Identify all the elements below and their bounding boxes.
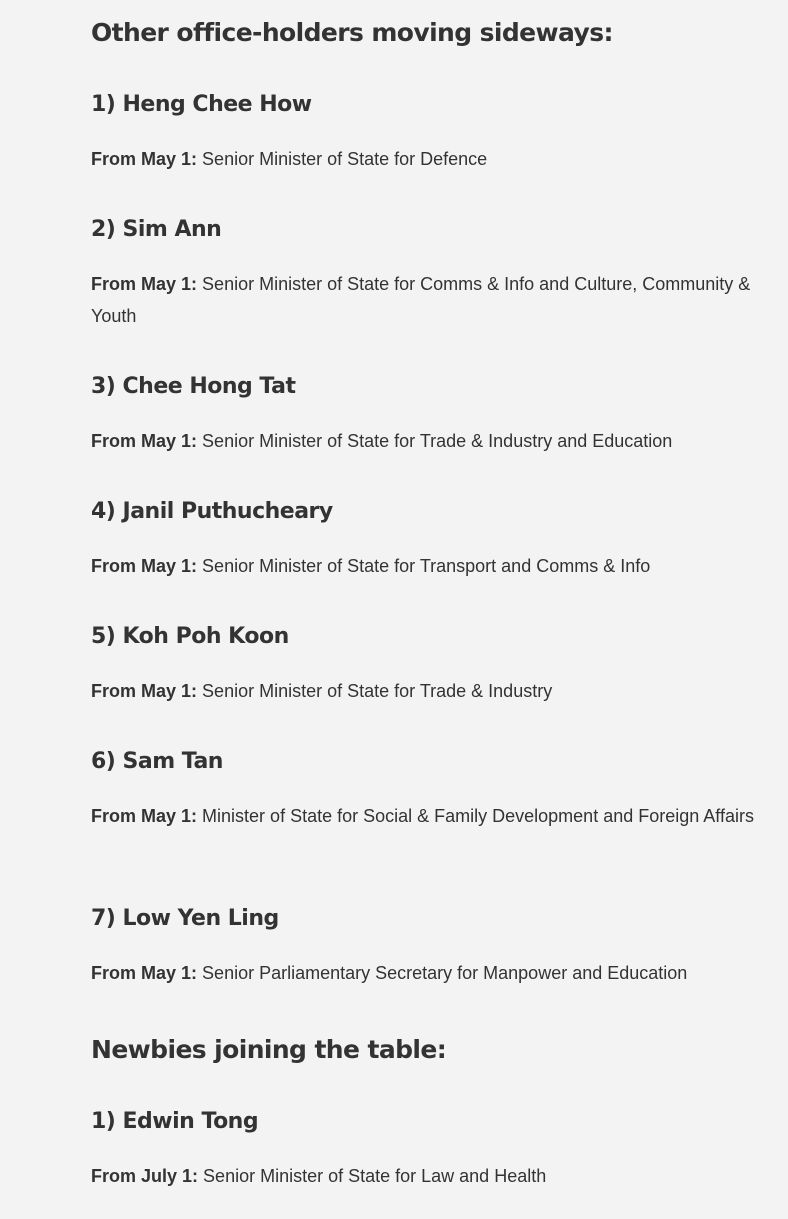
section-title-newbies: Newbies joining the table: — [91, 1035, 447, 1064]
role-line — [91, 957, 761, 989]
person-name: 3) Chee Hong Tat — [91, 374, 296, 399]
role-date-label: From May 1: — [91, 274, 198, 294]
role-date-label: From May 1: — [91, 149, 198, 169]
role-text: Senior Minister of State for Trade & Industry and Education — [202, 431, 673, 451]
person-name: 1) Edwin Tong — [91, 1109, 259, 1134]
person-name: 2) Sim Ann — [91, 217, 222, 242]
role-text: Minister of State for Social & Family Development and Foreign Affairs — [202, 806, 754, 826]
role-line — [91, 425, 761, 457]
role-date-label: From May 1: — [91, 681, 198, 701]
role-text: Senior Minister of State for Comms & Info and Culture, Community & Youth — [91, 274, 751, 326]
role-line — [91, 1160, 761, 1192]
role-text: Senior Minister of State for Trade & Industry — [202, 681, 553, 701]
person-name: 4) Janil Puthucheary — [91, 499, 333, 524]
person-name: 7) Low Yen Ling — [91, 906, 279, 931]
role-date-label: From May 1: — [91, 963, 198, 983]
role-line — [91, 143, 761, 175]
role-text: Senior Minister of State for Law and Health — [203, 1166, 547, 1186]
role-text: Senior Minister of State for Transport and Comms & Info — [202, 556, 651, 576]
role-date-label: From May 1: — [91, 806, 198, 826]
role-text: Senior Parliamentary Secretary for Manpower and Education — [202, 963, 688, 983]
person-name: 5) Koh Poh Koon — [91, 624, 289, 649]
section-title-sideways: Other office-holders moving sideways: — [91, 18, 613, 47]
role-line — [91, 268, 761, 332]
role-line — [91, 550, 761, 582]
role-date-label: From May 1: — [91, 556, 198, 576]
role-line — [91, 675, 761, 707]
role-line — [91, 800, 761, 832]
role-date-label: From July 1: — [91, 1166, 199, 1186]
person-name: 6) Sam Tan — [91, 749, 223, 774]
person-name: 1) Heng Chee How — [91, 92, 312, 117]
role-text: Senior Minister of State for Defence — [202, 149, 488, 169]
role-date-label: From May 1: — [91, 431, 198, 451]
